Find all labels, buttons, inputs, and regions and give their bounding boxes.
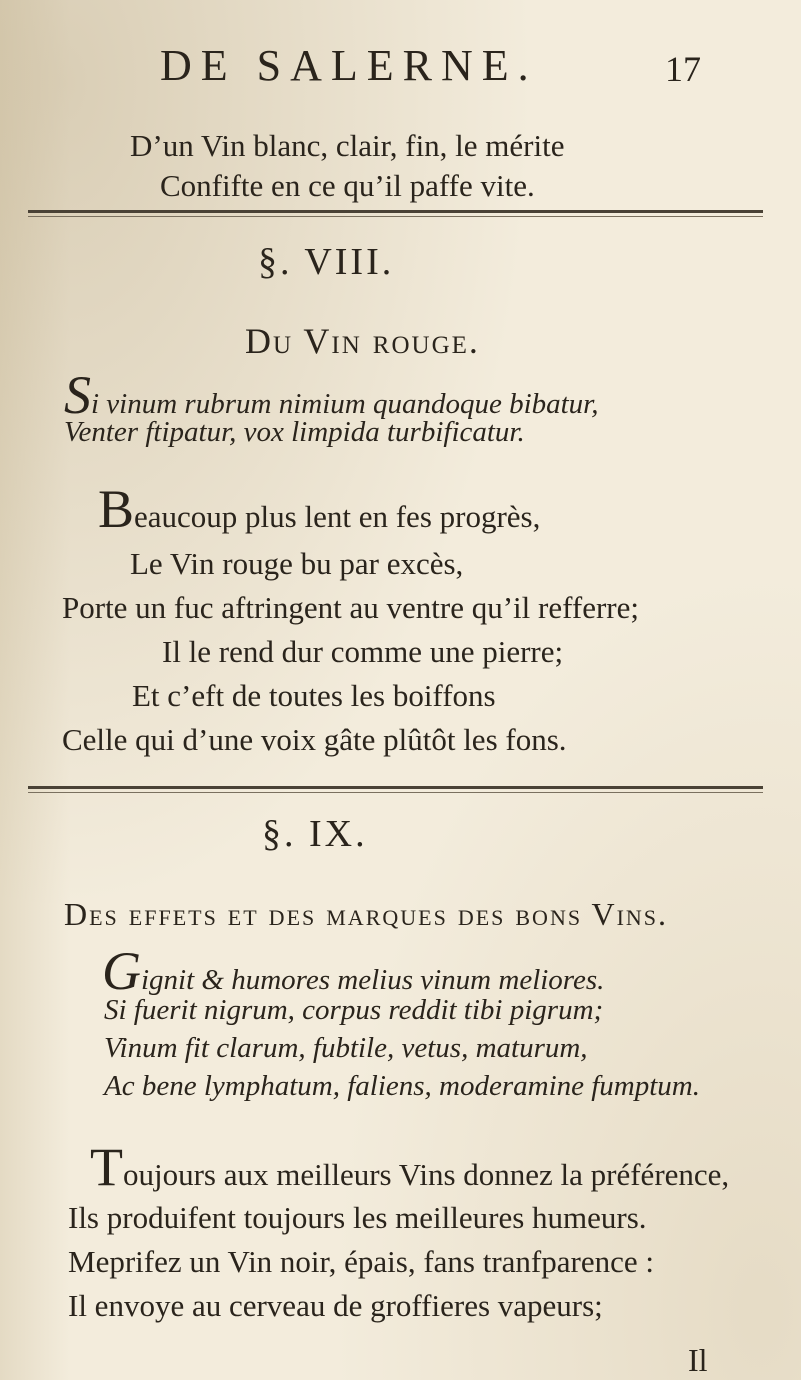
verse-line: D’un Vin blanc, clair, fin, le mérite: [130, 128, 565, 163]
section-divider: [28, 786, 763, 789]
french-verse-line: Ils produifent toujours les meilleures humeurs.: [68, 1200, 647, 1235]
running-header: DE SALERNE.: [160, 41, 538, 90]
latin-verse-line: Ac bene lymphatum, faliens, moderamine fumptum.: [104, 1070, 701, 1102]
verse-line: Confifte en ce qu’il paffe vite.: [160, 168, 535, 203]
french-verse-line: Celle qui d’une voix gâte plûtôt les fons.: [62, 722, 567, 757]
french-verse-line: Meprifez un Vin noir, épais, fans tranfparence :: [68, 1244, 654, 1279]
french-verse-line: Et c’eft de toutes les boiffons: [132, 678, 496, 713]
french-verse-line: Il envoye au cerveau de groffieres vapeurs;: [68, 1288, 603, 1323]
page-number: 17: [665, 49, 701, 89]
latin-verse-line: Venter ftipatur, vox limpida turbificatur.: [64, 416, 525, 448]
french-verse-line: Le Vin rouge bu par excès,: [130, 546, 464, 581]
section-number: §. IX.: [262, 813, 368, 855]
section-number: §. VIII.: [258, 241, 395, 283]
latin-verse-line: Si vinum rubrum nimium quandoque bibatur,: [64, 365, 599, 425]
french-verse-line: Beaucoup plus lent en fes progrès,: [98, 479, 541, 539]
latin-verse-line: Si fuerit nigrum, corpus reddit tibi pigrum;: [104, 994, 604, 1026]
latin-verse-line: Gignit & humores melius vinum meliores.: [102, 941, 605, 1001]
section-divider: [28, 210, 763, 213]
french-verse-line: Toujours aux meilleurs Vins donnez la préférence,: [90, 1137, 730, 1197]
section-title: Des effets et des marques des bons Vins.: [64, 896, 669, 932]
section-title: Du Vin rouge.: [245, 321, 480, 361]
french-verse-line: Porte un fuc aftringent au ventre qu’il refferre;: [62, 590, 639, 625]
dropcap: T: [90, 1137, 123, 1197]
latin-verse-line: Vinum fit clarum, fubtile, vetus, maturum,: [104, 1032, 588, 1064]
dropcap: B: [98, 479, 135, 539]
catchword: Il: [688, 1342, 708, 1378]
dropcap: G: [102, 941, 141, 1001]
dropcap: S: [64, 365, 91, 425]
french-verse-line: Il le rend dur comme une pierre;: [162, 634, 564, 669]
